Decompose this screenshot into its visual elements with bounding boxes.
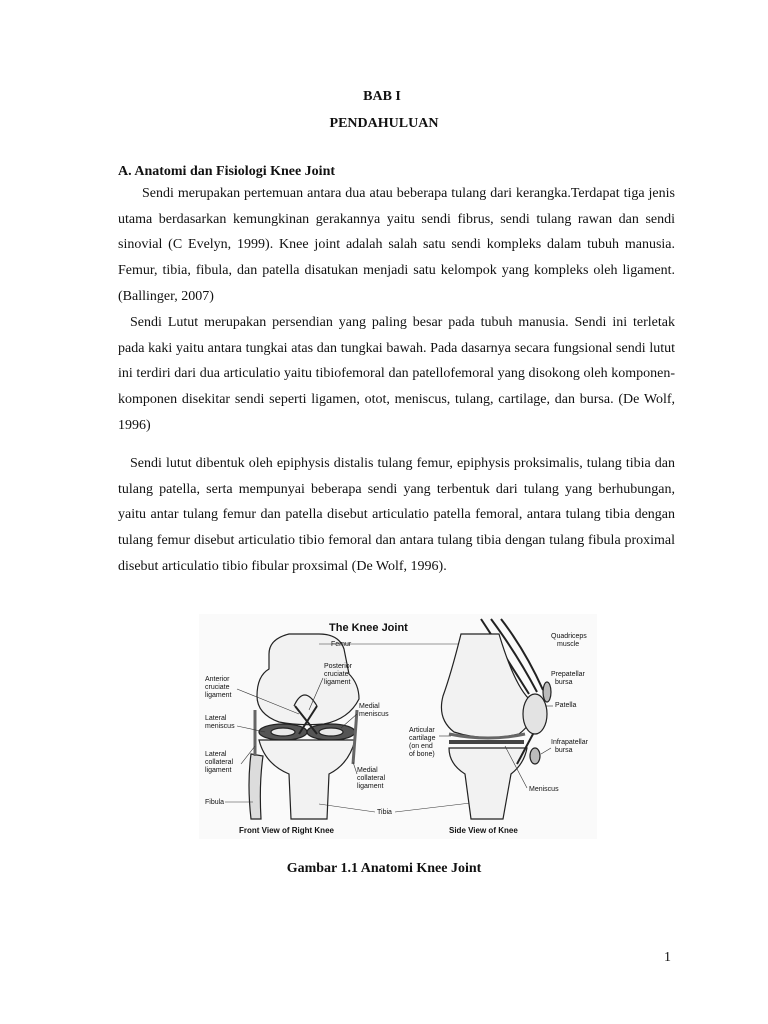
paragraph-2: Sendi Lutut merupakan persendian yang paling besar pada tubuh manusia. Sendi ini terletak pada kaki yaitu antara tungkai atas dan tungkai bawah. Pada dasarnya secara fungsional sendi lutut ini terdiri dari dua articulatio yaitu tibiofemoral dan patellofemoral yang disokong oleh komponen-komponen disekitar sendi seperti ligamen, otot, meniscus, tulang, cartilage, dan bursa. (De Wolf, 1996)	[118, 315, 675, 433]
label-meniscus: Meniscus	[529, 786, 559, 793]
label-quadriceps-1: Quadriceps	[551, 633, 587, 640]
label-articular-2: cartilage	[409, 735, 436, 742]
paragraph-1: Sendi merupakan pertemuan antara dua atau beberapa tulang dari kerangka.Terdapat tiga jenis utama berdasarkan kemungkinan gerakannya yaitu sendi fibrus, sendi tulang rawan dan sendi sinovial (C Evelyn, 1999). Knee joint adalah salah satu sendi kompleks dalam tubuh manusia. Femur, tibia, fibula, dan patella disatukan menjadi satu kelompok yang kompleks oleh ligament. (Ballinger, 2007)	[118, 186, 675, 304]
figure-title: The Knee Joint	[329, 622, 408, 634]
label-lcl-1: Lateral	[205, 751, 227, 758]
label-prepatellar-1: Prepatellar	[551, 671, 585, 678]
knee-joint-diagram	[199, 614, 597, 839]
side-view-caption: Side View of Knee	[449, 826, 518, 835]
label-medial-meniscus-1: Medial	[359, 703, 380, 710]
page-number: 1	[664, 950, 671, 965]
label-tibia: Tibia	[377, 809, 392, 816]
label-mcl-1: Medial	[357, 767, 378, 774]
label-prepatellar-2: bursa	[555, 679, 573, 686]
label-lcl-2: collateral	[205, 759, 234, 766]
label-quadriceps-2: muscle	[557, 641, 580, 648]
figure-caption: Gambar 1.1 Anatomi Knee Joint	[286, 861, 482, 876]
chapter-number: BAB I	[363, 89, 401, 104]
knee-joint-figure	[199, 614, 597, 839]
label-mcl-3: ligament	[357, 783, 384, 790]
label-lateral-meniscus-1: Lateral	[205, 715, 227, 722]
chapter-title: PENDAHULUAN	[329, 116, 439, 131]
label-articular-4: of bone)	[409, 751, 435, 758]
label-acl-1: Anterior	[205, 676, 230, 683]
label-acl-3: ligament	[205, 692, 232, 699]
label-mcl-2: collateral	[357, 775, 386, 782]
label-articular-1: Articular	[409, 727, 435, 734]
label-lateral-meniscus-2: meniscus	[205, 723, 235, 730]
label-acl-2: cruciate	[205, 684, 230, 691]
label-fibula: Fibula	[205, 799, 225, 806]
label-infrapatellar-1: Infrapatellar	[551, 739, 588, 746]
label-medial-meniscus-2: meniscus	[359, 711, 389, 718]
label-patella: Patella	[555, 702, 577, 709]
label-lcl-3: ligament	[205, 767, 232, 774]
label-pcl-2: cruciate	[324, 671, 349, 678]
section-heading: A. Anatomi dan Fisiologi Knee Joint	[118, 164, 336, 179]
paragraph-3: Sendi lutut dibentuk oleh epiphysis distalis tulang femur, epiphysis proksimalis, tulang tibia dan tulang patella, serta mempunyai beberapa sendi yang terbentuk dari tulang yang berhubungan, yaitu antar tulang femur dan patella disebut articulatio patella femoral, antara tulang tibia dengan tulang femur disebut articulatio tibio femoral dan antara tulang tibia dengan tulang fibula proximal disebut articulatio tibio fibular proxsimal (De Wolf, 1996).	[118, 456, 675, 574]
label-pcl-1: Posterior	[324, 663, 353, 670]
label-femur: Femur	[331, 641, 352, 648]
front-view-caption: Front View of Right Knee	[239, 826, 334, 835]
label-infrapatellar-2: bursa	[555, 747, 573, 754]
label-pcl-3: ligament	[324, 679, 351, 686]
label-articular-3: (on end	[409, 743, 433, 750]
